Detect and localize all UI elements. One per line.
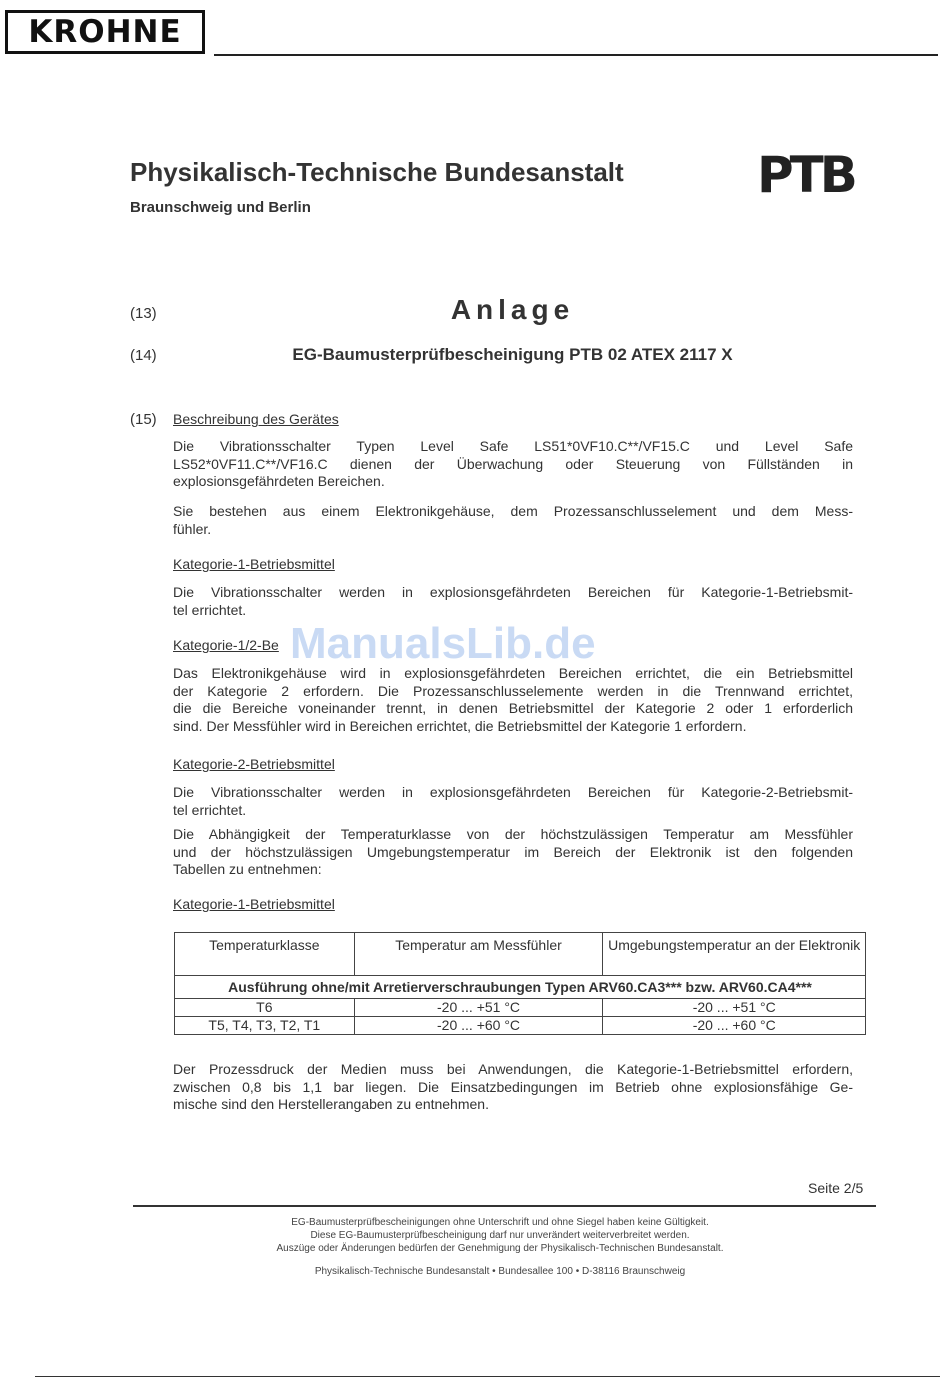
footer-notice: [0, 1216, 950, 1255]
table-header-cell: Temperatur am Messfühler: [354, 933, 603, 976]
text-line: und der höchstzulässigen Umgebungstemperatur im Bereich der Elektronik ist den folgenden: [173, 843, 853, 860]
footer-line: Auszüge oder Änderungen bedürfen der Genehmigung der Physikalisch-Technischen Bundesanstalt.: [276, 1243, 724, 1254]
text-line: mische sind den Herstellerangaben zu entnehmen.: [173, 1096, 489, 1112]
table-cell: -20 ... +60 °C: [603, 1017, 866, 1035]
process-pressure-paragraph: [173, 1061, 853, 1114]
footer-line: Diese EG-Baumusterprüfbescheinigung darf nur unverändert weiterverbreitet werden.: [310, 1230, 690, 1241]
table-row: [175, 1017, 866, 1035]
text-line: Die Vibrationsschalter Typen Level Safe LS51*0VF10.C**/VF15.C und Level Safe: [173, 438, 853, 454]
heading-table-kategorie-1: Kategorie-1-Betriebsmittel: [173, 896, 335, 912]
text-line: LS52*0VF11.C**/VF16.C dienen der Überwachung oder Steuerung von Füllständen in: [173, 455, 853, 472]
text-line: explosionsgefährdeten Bereichen.: [173, 473, 385, 489]
table-span-row: [175, 976, 866, 999]
section-heading-description: Beschreibung des Gerätes: [173, 411, 339, 427]
ptb-logo: PTB: [757, 146, 854, 204]
watermark: ManualsLib.de: [290, 619, 596, 668]
table-header-cell: Umgebungstemperatur an der Elektronik: [603, 933, 866, 976]
text-line: Das Elektronikgehäuse wird in explosionsgefährdeten Bereichen errichtet, die ein Betriebsmittel: [173, 665, 853, 681]
bottom-rule: [35, 1376, 940, 1377]
text-line: die die Bereiche voneinander trennt, in denen Betriebsmittel der Kategorie 2 oder 1 erforderlich: [173, 700, 853, 716]
institution-subtitle: Braunschweig und Berlin: [130, 199, 311, 216]
description-paragraph-2: [173, 503, 853, 538]
text-line: Die Vibrationsschalter werden in explosionsgefährdeten Bereichen für Kategorie-1-Betriebsmit-: [173, 584, 853, 600]
text-line: der Kategorie 2 erfordern. Die Prozessanschlusselemente werden in die Trennwand errichtet,: [173, 682, 853, 699]
anlage-title: Anlage: [450, 294, 575, 325]
table-cell: -20 ... +51 °C: [603, 999, 866, 1017]
header-rule: [214, 54, 938, 56]
table-span-cell: Ausführung ohne/mit Arretierverschraubungen Typen ARV60.CA3*** bzw. ARV60.CA4***: [175, 976, 866, 999]
table-cell: T5, T4, T3, T2, T1: [175, 1017, 355, 1035]
text-line: zwischen 0,8 bis 1,1 bar liegen. Die Einsatzbedingungen im Betrieb ohne explosionsfähige Ge-: [173, 1078, 853, 1095]
text-line: tel errichtet.: [173, 801, 247, 818]
footer-line: EG-Baumusterprüfbescheinigungen ohne Unterschrift und ohne Siegel haben keine Gültigkeit.: [291, 1217, 709, 1228]
text-line: Die Vibrationsschalter werden in explosionsgefährdeten Bereichen für Kategorie-2-Betriebsmit-: [173, 784, 853, 800]
text-line: Tabellen zu entnehmen:: [173, 861, 322, 877]
krohne-logo: KROHNE: [5, 10, 205, 54]
table-cell: T6: [175, 999, 355, 1017]
text-line: Der Prozessdruck der Medien muss bei Anwendungen, die Kategorie-1-Betriebsmittel erfordern,: [173, 1061, 853, 1077]
section-number-14: (14): [130, 347, 157, 364]
description-paragraph-1: [173, 438, 853, 491]
text-line: Sie bestehen aus einem Elektronikgehäuse, dem Prozessanschlusselement und dem Mess-: [173, 503, 853, 519]
page-number: Seite 2/5: [808, 1180, 864, 1196]
section-number-13: (13): [130, 305, 157, 322]
section-number-15: (15): [130, 411, 157, 428]
text-line: sind. Der Messfühler wird in Bereichen errichtet, die Betriebsmittel der Kategorie 1 erfordern.: [173, 717, 747, 734]
temperature-dependency-paragraph: [173, 826, 853, 879]
heading-kategorie-1-2: Kategorie-1/2-Be: [173, 637, 279, 653]
text-line: fühler.: [173, 520, 212, 537]
temperature-class-table: [174, 932, 866, 1035]
kategorie-1-2-paragraph: [173, 665, 853, 735]
institution-title: Physikalisch-Technische Bundesanstalt: [130, 157, 624, 187]
table-header-cell: Temperaturklasse: [175, 933, 355, 976]
table-header-row: [175, 933, 866, 976]
text-line: Die Abhängigkeit der Temperaturklasse von der höchstzulässigen Temperatur am Messfühler: [173, 826, 853, 842]
heading-kategorie-2: Kategorie-2-Betriebsmittel: [173, 756, 335, 772]
footer-address: Physikalisch-Technische Bundesanstalt • Bundesallee 100 • D-38116 Braunschweig: [314, 1266, 686, 1277]
kategorie-1-paragraph: [173, 584, 853, 619]
kategorie-2-paragraph: [173, 784, 853, 819]
footer-rule: [133, 1205, 876, 1207]
text-line: tel errichtet.: [173, 601, 247, 618]
heading-kategorie-1: Kategorie-1-Betriebsmittel: [173, 556, 335, 572]
table-row: [175, 999, 866, 1017]
table-cell: -20 ... +60 °C: [354, 1017, 603, 1035]
certificate-title: EG-Baumusterprüfbescheinigung PTB 02 ATEX 2117 X: [292, 345, 733, 364]
table-cell: -20 ... +51 °C: [354, 999, 603, 1017]
